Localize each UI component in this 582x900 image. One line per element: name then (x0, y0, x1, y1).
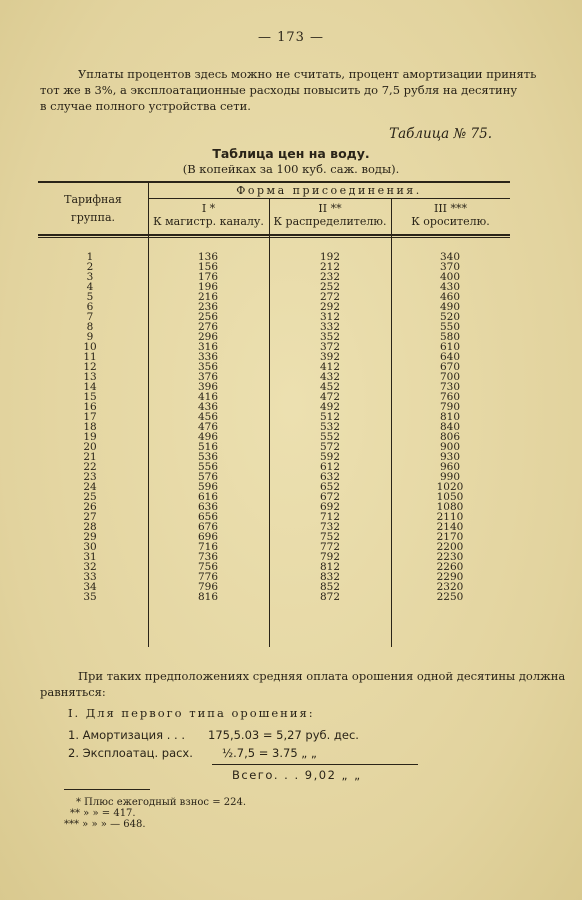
table-top-rule (38, 181, 510, 183)
span-rule (148, 198, 510, 199)
group-cell: 6 (86, 301, 94, 313)
table-caption: Таблица № 75. (389, 126, 492, 142)
price-cell-irrigator: 430 (439, 281, 461, 293)
group-cell: 1 (86, 251, 94, 263)
price-cell-magistral: 696 (197, 531, 219, 543)
price-cell-distributor: 472 (319, 391, 341, 403)
price-cell-distributor: 652 (319, 481, 341, 493)
price-cell-irrigator: 730 (439, 381, 461, 393)
footnote-1: * Плюс ежегодный взнос = 224. (76, 797, 247, 808)
price-cell-magistral: 296 (197, 331, 219, 343)
price-cell-magistral: 236 (197, 301, 219, 313)
price-cell-irrigator: 1080 (436, 501, 464, 513)
group-cell: 15 (83, 391, 97, 403)
price-column-irrigator (420, 252, 480, 602)
price-cell-magistral: 536 (197, 451, 219, 463)
intro-line-3: в случае полного устройства сети. (40, 99, 251, 113)
group-cell: 22 (83, 461, 97, 473)
price-cell-irrigator: 550 (439, 321, 461, 333)
calc2-label: 2. Эксплоатац. расх. (68, 746, 193, 760)
group-cell: 28 (83, 521, 97, 533)
group-cell: 25 (83, 491, 97, 503)
price-cell-irrigator: 370 (439, 261, 461, 273)
price-cell-distributor: 512 (319, 411, 341, 423)
price-cell-distributor: 692 (319, 501, 341, 513)
header-col3-num: III *** (433, 202, 468, 215)
header-span: Форма присоединения. (236, 184, 422, 197)
price-cell-irrigator: 2260 (436, 561, 464, 573)
group-cell: 29 (83, 531, 97, 543)
price-cell-distributor: 372 (319, 341, 341, 353)
group-cell: 8 (86, 321, 94, 333)
col-divider-2 (269, 198, 270, 647)
price-cell-distributor: 192 (319, 251, 341, 263)
price-cell-irrigator: 760 (439, 391, 461, 403)
price-cell-magistral: 676 (197, 521, 219, 533)
col-divider-3 (391, 198, 392, 647)
price-cell-irrigator: 1020 (436, 481, 464, 493)
price-cell-irrigator: 2320 (436, 581, 464, 593)
price-cell-irrigator: 2230 (436, 551, 464, 563)
price-cell-magistral: 336 (197, 351, 219, 363)
price-cell-magistral: 256 (197, 311, 219, 323)
header-bottom-rule-2 (38, 237, 510, 238)
price-cell-magistral: 276 (197, 321, 219, 333)
price-cell-distributor: 792 (319, 551, 341, 563)
group-cell: 17 (83, 411, 97, 423)
header-group-line1: Тарифная (64, 193, 122, 206)
group-cell: 10 (83, 341, 97, 353)
group-cell: 31 (83, 551, 97, 563)
price-cell-distributor: 812 (319, 561, 341, 573)
price-column-distributor (300, 252, 360, 602)
header-bottom-rule (38, 234, 510, 236)
price-cell-magistral: 496 (197, 431, 219, 443)
calc2-expression: ½.7,5 = 3.75 „ „ (222, 746, 317, 760)
price-cell-irrigator: 790 (439, 401, 461, 413)
price-cell-irrigator: 2110 (436, 511, 464, 523)
price-cell-distributor: 432 (319, 371, 341, 383)
col-divider-1 (148, 181, 149, 647)
price-cell-distributor: 392 (319, 351, 341, 363)
price-cell-distributor: 312 (319, 311, 341, 323)
group-cell: 30 (83, 541, 97, 553)
price-cell-irrigator: 930 (439, 451, 461, 463)
group-cell: 13 (83, 371, 97, 383)
price-cell-distributor: 452 (319, 381, 341, 393)
price-cell-irrigator: 2170 (436, 531, 464, 543)
price-cell-irrigator: 960 (439, 461, 461, 473)
price-cell-irrigator: 1050 (436, 491, 464, 503)
price-cell-irrigator: 670 (439, 361, 461, 373)
price-cell-magistral: 516 (197, 441, 219, 453)
group-column (60, 252, 120, 602)
price-cell-distributor: 332 (319, 321, 341, 333)
price-cell-irrigator: 490 (439, 301, 461, 313)
price-cell-distributor: 492 (319, 401, 341, 413)
price-cell-distributor: 412 (319, 361, 341, 373)
price-cell-magistral: 636 (197, 501, 219, 513)
group-cell: 19 (83, 431, 97, 443)
price-cell-distributor: 712 (319, 511, 341, 523)
price-cell-irrigator: 640 (439, 351, 461, 363)
price-cell-magistral: 796 (197, 581, 219, 593)
price-cell-irrigator: 840 (439, 421, 461, 433)
price-cell-magistral: 656 (197, 511, 219, 523)
group-cell: 35 (83, 591, 97, 603)
price-cell-magistral: 416 (197, 391, 219, 403)
calc1-label: 1. Амортизация . . . (68, 728, 185, 742)
outro-line-1: При таких предположениях средняя оплата орошения одной десятины должна (78, 669, 566, 683)
price-cell-magistral: 376 (197, 371, 219, 383)
price-cell-distributor: 592 (319, 451, 341, 463)
group-cell: 34 (83, 581, 97, 593)
calc1-expression: 175,5.03 = 5,27 руб. дес. (208, 728, 359, 742)
price-cell-magistral: 556 (197, 461, 219, 473)
group-cell: 20 (83, 441, 97, 453)
price-cell-distributor: 272 (319, 291, 341, 303)
header-col1-num: I * (201, 202, 216, 215)
group-cell: 24 (83, 481, 97, 493)
price-cell-distributor: 732 (319, 521, 341, 533)
price-cell-irrigator: 520 (439, 311, 461, 323)
price-cell-distributor: 572 (319, 441, 341, 453)
price-cell-distributor: 212 (319, 261, 341, 273)
price-cell-magistral: 716 (197, 541, 219, 553)
price-cell-magistral: 576 (197, 471, 219, 483)
price-cell-irrigator: 2290 (436, 571, 464, 583)
price-cell-magistral: 616 (197, 491, 219, 503)
price-cell-irrigator: 340 (439, 251, 461, 263)
group-cell: 21 (83, 451, 97, 463)
price-cell-magistral: 196 (197, 281, 219, 293)
group-cell: 27 (83, 511, 97, 523)
price-cell-distributor: 852 (319, 581, 341, 593)
table-subtitle: (В копейках за 100 куб. саж. воды). (182, 162, 400, 176)
price-cell-magistral: 216 (197, 291, 219, 303)
group-cell: 33 (83, 571, 97, 583)
header-col2-num: II ** (318, 202, 342, 215)
price-cell-magistral: 756 (197, 561, 219, 573)
table-title: Таблица цен на воду. (212, 146, 370, 161)
price-cell-magistral: 356 (197, 361, 219, 373)
price-cell-distributor: 292 (319, 301, 341, 313)
price-cell-distributor: 752 (319, 531, 341, 543)
price-cell-magistral: 156 (197, 261, 219, 273)
group-cell: 2 (86, 261, 94, 273)
price-cell-distributor: 552 (319, 431, 341, 443)
group-cell: 11 (83, 351, 97, 363)
price-cell-magistral: 456 (197, 411, 219, 423)
price-cell-distributor: 772 (319, 541, 341, 553)
price-cell-magistral: 736 (197, 551, 219, 563)
group-cell: 9 (86, 331, 94, 343)
header-group-line2: группа. (71, 211, 115, 224)
price-cell-irrigator: 2250 (436, 591, 464, 603)
price-cell-magistral: 476 (197, 421, 219, 433)
price-cell-distributor: 832 (319, 571, 341, 583)
price-cell-distributor: 532 (319, 421, 341, 433)
group-cell: 5 (86, 291, 94, 303)
price-cell-irrigator: 460 (439, 291, 461, 303)
price-cell-magistral: 396 (197, 381, 219, 393)
page-number: — 173 — (257, 30, 325, 45)
price-cell-irrigator: 810 (439, 411, 461, 423)
price-cell-irrigator: 806 (439, 431, 461, 443)
total: Всего. . . 9,02 „ „ (232, 768, 362, 782)
group-cell: 32 (83, 561, 97, 573)
section-heading: I. Для первого типа орошения: (68, 706, 315, 720)
group-cell: 23 (83, 471, 97, 483)
price-cell-irrigator: 990 (439, 471, 461, 483)
price-cell-magistral: 436 (197, 401, 219, 413)
price-cell-distributor: 232 (319, 271, 341, 283)
price-cell-irrigator: 400 (439, 271, 461, 283)
footnote-rule (64, 789, 150, 790)
price-cell-distributor: 672 (319, 491, 341, 503)
footnote-3: *** » » » — 648. (64, 819, 146, 830)
price-cell-distributor: 612 (319, 461, 341, 473)
price-cell-irrigator: 2140 (436, 521, 464, 533)
group-cell: 7 (86, 311, 94, 323)
price-cell-irrigator: 900 (439, 441, 461, 453)
price-cell-magistral: 316 (197, 341, 219, 353)
outro-line-2: равняться: (40, 685, 106, 699)
price-cell-irrigator: 2200 (436, 541, 464, 553)
group-cell: 3 (86, 271, 94, 283)
price-cell-irrigator: 580 (439, 331, 461, 343)
group-cell: 26 (83, 501, 97, 513)
price-cell-magistral: 176 (197, 271, 219, 283)
price-cell-distributor: 632 (319, 471, 341, 483)
group-cell: 16 (83, 401, 97, 413)
price-cell-irrigator: 610 (439, 341, 461, 353)
group-cell: 14 (83, 381, 97, 393)
price-cell-distributor: 872 (319, 591, 341, 603)
group-cell: 18 (83, 421, 97, 433)
price-column-magistral (178, 252, 238, 602)
total-rule (212, 764, 418, 765)
group-cell: 4 (86, 281, 94, 293)
intro-line-1: Уплаты процентов здесь можно не считать, процент амортизации принять (78, 67, 537, 81)
price-cell-distributor: 352 (319, 331, 341, 343)
price-cell-magistral: 596 (197, 481, 219, 493)
price-cell-irrigator: 700 (439, 371, 461, 383)
price-cell-magistral: 816 (197, 591, 219, 603)
footnote-2: ** » » = 417. (70, 808, 136, 819)
group-cell: 12 (83, 361, 97, 373)
intro-line-2: тот же в 3%, а эксплоатационные расходы повысить до 7,5 рубля на десятину (40, 83, 518, 97)
header-col3-label: К оросителю. (411, 215, 490, 228)
header-col2-label: К распределителю. (273, 215, 387, 228)
price-cell-distributor: 252 (319, 281, 341, 293)
price-cell-magistral: 776 (197, 571, 219, 583)
price-cell-magistral: 136 (197, 251, 219, 263)
header-col1-label: К магистр. каналу. (153, 215, 264, 228)
